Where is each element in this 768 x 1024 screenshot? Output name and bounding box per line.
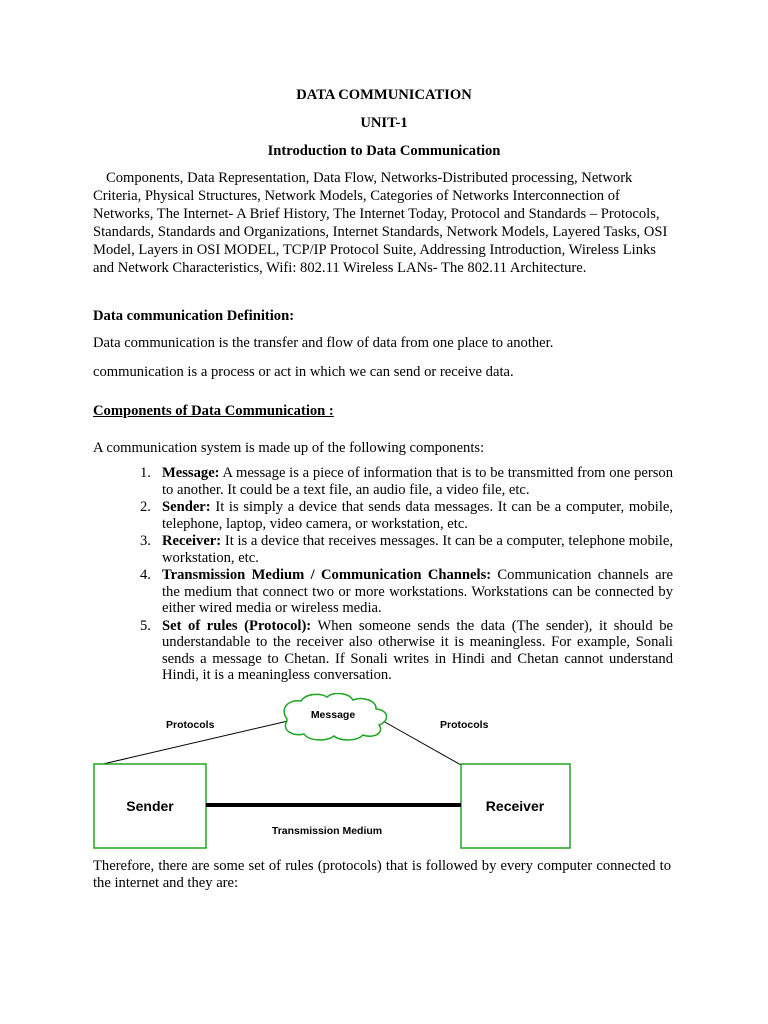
components-intro: A communication system is made up of the following components: [93,440,485,456]
unit-label: UNIT-1 [360,115,408,131]
receiver-label: Receiver [485,798,545,814]
list-item-term: Message: [162,465,220,481]
topics-paragraph: Components, Data Representation, Data Flow, Networks-Distributed processing, Network Criteria, Physical Structures, Network Models, Categories of Networks Interconnection of Networks, The Internet- A Brief History, The Internet Today, Protocol and Standards – Protocols, Standards, Standards and Organizations, Internet Standards, Network Models, Layered Tasks, OSI Model, Layers in OSI MODEL, TCP/IP Protocol Suite, Addressing Introduction, Wireless Links and Network Characteristics, Wifi: 802.11 Wireless LANs- The 802.11 Architecture. [93,170,668,276]
list-item-text: It is simply a device that sends data messages. It can be a computer, mobile, telephone, laptop, video camera, or workstation, etc. [162,499,673,532]
list-item-number: 4. [140,567,151,583]
protocols-right-label: Protocols [440,719,489,731]
message-label: Message [310,709,356,721]
list-item-number: 1. [140,465,151,481]
list-item-number: 3. [140,533,151,549]
sender-label: Sender [126,798,174,814]
list-item-text: When someone sends the data (The sender), it should be understandable to the receiver also otherwise it is meaningless. For example, Sonali sends a message to Chetan. If Sonali writes in Hindi and Chetan cannot understand Hindi, it is a meaningless conversation. [162,617,673,683]
list-item [93,465,673,498]
protocols-left-label: Protocols [166,719,215,731]
closing-paragraph: Therefore, there are some set of rules (protocols) that is followed by every computer connected to the internet and they are: [93,858,671,891]
components-heading: Components of Data Communication : [93,403,334,419]
list-item-number: 5. [140,617,151,634]
list-item [93,618,673,684]
list-item-text: It is a device that receives messages. It can be a computer, telephone mobile, workstation, etc. [162,533,673,566]
list-item-term: Set of rules (Protocol): [162,617,312,634]
list-item-text: Communication channels are the medium that connect two or more workstations. Workstations can be connected by either wired media or wireless media. [162,567,673,616]
list-item [93,499,673,532]
list-item [93,533,673,566]
list-item [93,567,673,617]
document-title: DATA COMMUNICATION [296,87,472,103]
list-item-term: Receiver: [162,533,222,549]
definition-heading: Data communication Definition: [93,308,295,324]
definition-text-1: Data communication is the transfer and flow of data from one place to another. [93,335,554,351]
communication-diagram [93,693,573,853]
list-item-term: Transmission Medium / Communication Channels: [162,567,492,583]
list-item-number: 2. [140,499,151,515]
section-subtitle: Introduction to Data Communication [267,143,501,159]
list-item-term: Sender: [162,499,211,515]
list-item-text: A message is a piece of information that is to be transmitted from one person to another. It could be a text file, an audio file, a video file, etc. [162,465,673,498]
components-list [93,465,673,685]
definition-text-2: communication is a process or act in which we can send or receive data. [93,364,514,380]
medium-label: Transmission Medium [271,825,383,837]
